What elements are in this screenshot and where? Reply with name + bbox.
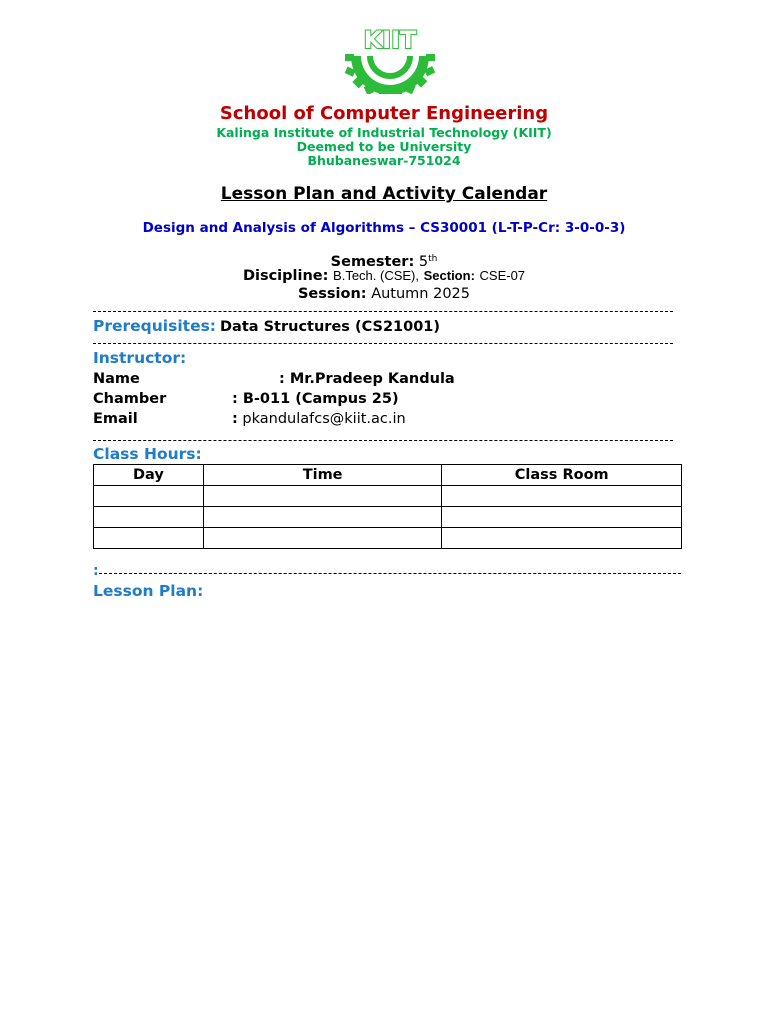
session-label: Session: <box>297 286 367 302</box>
institute-location: Bhubaneswar-751024 <box>307 153 461 168</box>
class-hours-heading: Class Hours: <box>93 445 202 463</box>
instructor-heading: Instructor: <box>93 349 187 367</box>
kiit-logo <box>343 26 437 94</box>
institute-name: Kalinga Institute of Industrial Technology (KIIT) <box>216 125 552 140</box>
name-label: Name <box>93 371 140 387</box>
session-line <box>0 285 768 303</box>
table-row <box>94 486 682 507</box>
table-cell <box>442 507 682 528</box>
table-cell <box>94 528 204 549</box>
discipline-value: B.Tech. (CSE), <box>333 268 419 283</box>
session-value: Autumn 2025 <box>371 286 470 302</box>
chamber-value: : B-011 (Campus 25) <box>232 391 399 407</box>
table-header-row <box>94 465 682 486</box>
divider <box>99 573 681 574</box>
table-cell <box>203 528 442 549</box>
instructor-email-row <box>93 410 406 428</box>
class-hours-table <box>93 464 682 549</box>
column-header-classroom: Class Room <box>442 465 682 486</box>
table-cell <box>203 486 442 507</box>
divider <box>93 311 673 312</box>
discipline-label: Discipline: <box>242 268 329 284</box>
table-cell <box>442 528 682 549</box>
table-cell <box>94 507 204 528</box>
document-title: Lesson Plan and Activity Calendar <box>220 184 548 204</box>
prerequisites-line <box>93 317 440 335</box>
chamber-label: Chamber <box>93 391 167 407</box>
instructor-name-row <box>93 370 455 388</box>
name-value: : Mr.Pradeep Kandula <box>279 371 455 387</box>
semester-value: 5 <box>418 254 429 270</box>
prerequisites-label: Prerequisites: <box>93 317 217 335</box>
table-cell <box>442 486 682 507</box>
logo-lettering: KIIT <box>363 26 417 54</box>
table-row <box>94 528 682 549</box>
prerequisites-value: Data Structures (CS21001) <box>220 319 441 335</box>
column-header-day: Day <box>94 465 204 486</box>
lesson-plan-heading: Lesson Plan: <box>93 582 204 600</box>
email-colon: : <box>232 411 238 427</box>
institute-status: Deemed to be University <box>296 139 472 154</box>
discipline-line <box>0 267 768 285</box>
table-row <box>94 507 682 528</box>
table-cell <box>203 507 442 528</box>
course-title: Design and Analysis of Algorithms – CS30001 (L-T-P-Cr: 3-0-0-3) <box>142 220 626 236</box>
lesson-plan-marker: : <box>93 563 99 579</box>
divider <box>93 343 673 344</box>
semester-suffix: th <box>428 254 438 264</box>
section-label: Section: <box>423 268 475 283</box>
divider <box>93 440 673 441</box>
column-header-time: Time <box>203 465 442 486</box>
semester-label: Semester: <box>330 254 415 270</box>
section-value: CSE-07 <box>479 268 526 283</box>
instructor-chamber-row <box>93 390 399 408</box>
table-cell <box>94 486 204 507</box>
school-name: School of Computer Engineering <box>219 103 549 124</box>
email-value[interactable]: pkandulafcs@kiit.ac.in <box>242 411 406 427</box>
email-label: Email <box>93 411 138 427</box>
